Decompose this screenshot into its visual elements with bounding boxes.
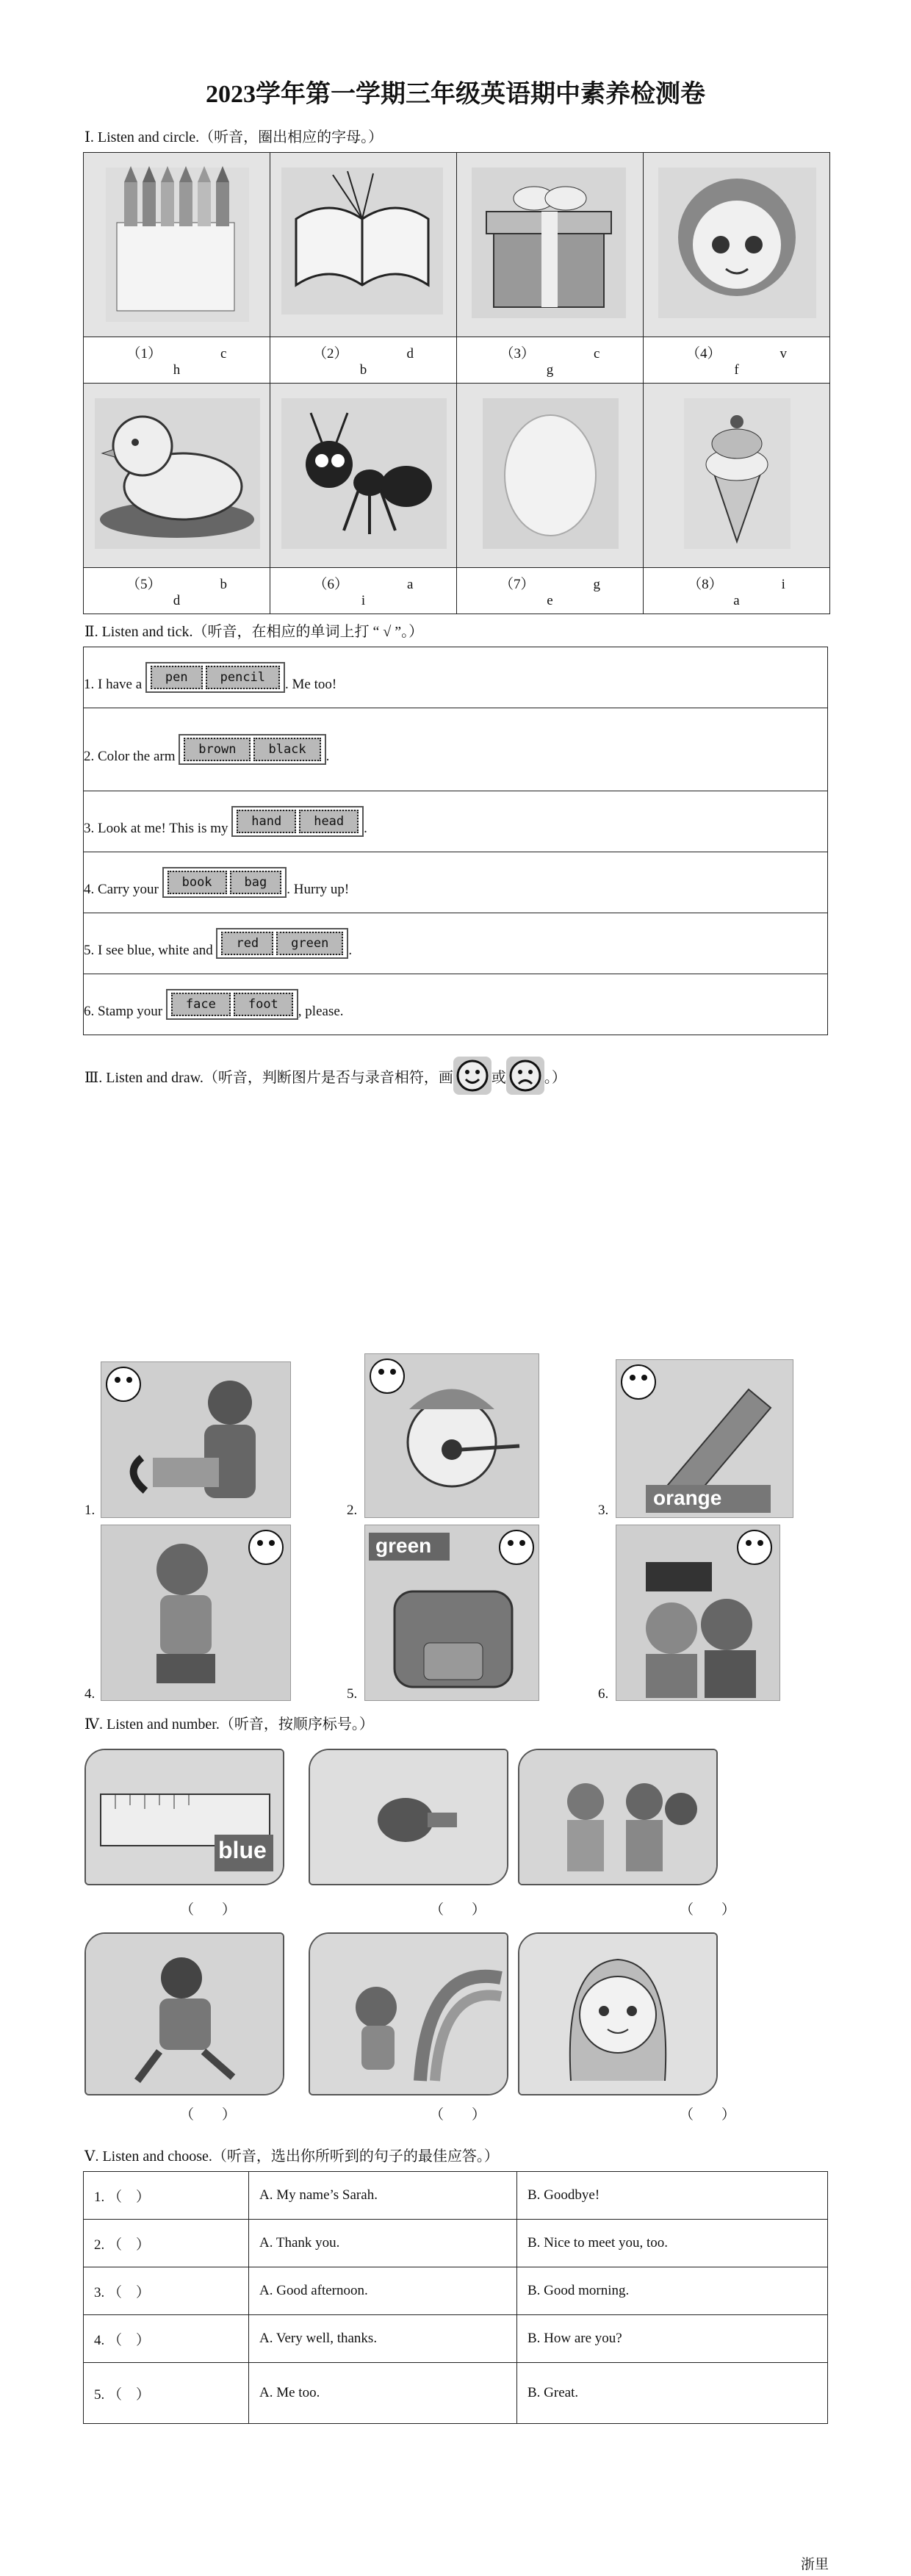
tick-row-3: 3. Look at me! This is my hand head . xyxy=(84,791,828,852)
gift-icon xyxy=(457,153,644,337)
tick-row-1: 1. I have a pen pencil . Me too! xyxy=(84,647,828,708)
section-3-heading: Ⅲ. Listen and draw.（听音，判断图片是否与录音相符，画 或 。） xyxy=(84,1057,566,1095)
crayons-icon xyxy=(84,153,270,337)
number-answer-4[interactable]: （ ） xyxy=(180,2107,237,2123)
ice-cream-icon xyxy=(644,384,830,568)
draw-number-6: 6. xyxy=(598,1686,609,1702)
blank-face-icon[interactable] xyxy=(499,1530,534,1565)
page-title: 2023学年第一学期三年级英语期中素养检测卷 xyxy=(206,81,705,108)
word-option-head[interactable]: head xyxy=(299,810,359,833)
boy-waving-icon xyxy=(101,1525,291,1701)
girl-icon xyxy=(644,153,830,337)
tick-row-2: 2. Color the arm brown black . xyxy=(84,708,828,791)
blank-face-icon[interactable] xyxy=(737,1530,772,1565)
number-answer-1[interactable]: （ ） xyxy=(180,1902,237,1918)
draw-number-1: 1. xyxy=(84,1503,96,1518)
word-option-bag[interactable]: bag xyxy=(230,871,282,894)
circle-table xyxy=(83,152,830,614)
circle-label-8: （8） ia xyxy=(644,568,830,614)
tick-table xyxy=(83,647,828,1035)
ruler-icon xyxy=(84,1749,284,1885)
choose-row-5: 5. （ ） A. Me too. B. Great. xyxy=(84,2363,828,2424)
tick-row-4: 4. Carry your book bag . Hurry up! xyxy=(84,852,828,913)
choose-row-2: 2. （ ） A. Thank you. B. Nice to meet you, too. xyxy=(84,2220,828,2267)
boy-running-icon xyxy=(84,1932,284,2095)
duck-icon xyxy=(84,384,270,568)
blank-face-icon[interactable] xyxy=(621,1364,656,1400)
section-1-heading: Ⅰ. Listen and circle.（听音，圈出相应的字母。） xyxy=(84,129,384,145)
word-option-brown[interactable]: brown xyxy=(184,738,251,761)
footer-text: 浙里 xyxy=(801,2557,829,2572)
blank-face-icon[interactable] xyxy=(106,1367,141,1402)
orange-crayon-icon xyxy=(616,1359,793,1518)
circle-label-2: （2） db xyxy=(270,337,457,384)
draw-number-5: 5. xyxy=(347,1686,358,1702)
smiley-face-icon xyxy=(453,1057,491,1095)
green-caption: green xyxy=(375,1534,432,1557)
ant-icon xyxy=(270,384,457,568)
section-5-heading: Ⅴ. Listen and choose.（听音，选出你所听到的句子的最佳应答。） xyxy=(84,2148,499,2165)
draw-number-4: 4. xyxy=(84,1686,96,1702)
sad-face-icon xyxy=(506,1057,544,1095)
section-2-heading: Ⅱ. Listen and tick.（听音，在相应的单词上打 “ √ ”。） xyxy=(84,624,424,640)
book-icon xyxy=(270,153,457,337)
choose-table xyxy=(83,2171,828,2424)
word-option-green[interactable]: green xyxy=(276,932,343,955)
orange-caption: orange xyxy=(653,1486,722,1509)
boy-writing-icon xyxy=(101,1361,291,1518)
choose-row-4: 4. （ ） A. Very well, thanks. B. How are you? xyxy=(84,2315,828,2363)
egg-icon xyxy=(457,384,644,568)
section-4-heading: Ⅳ. Listen and number.（听音，按顺序标号。） xyxy=(84,1716,374,1733)
children-greeting-icon xyxy=(518,1749,718,1885)
blank-face-icon[interactable] xyxy=(248,1530,284,1565)
number-answer-3[interactable]: （ ） xyxy=(680,1902,736,1918)
choose-row-3: 3. （ ） A. Good afternoon. B. Good morning. xyxy=(84,2267,828,2315)
number-answer-6[interactable]: （ ） xyxy=(680,2107,736,2123)
draw-number-3: 3. xyxy=(598,1503,609,1518)
choose-row-1: 1. （ ） A. My name’s Sarah. B. Goodbye! xyxy=(84,2172,828,2220)
circle-label-4: （4） vf xyxy=(644,337,830,384)
circle-label-7: （7） ge xyxy=(457,568,644,614)
clown-icon xyxy=(364,1353,539,1518)
circle-label-3: （3） cg xyxy=(457,337,644,384)
blank-face-icon[interactable] xyxy=(370,1359,405,1394)
squirrel-rainbow-icon xyxy=(309,1932,508,2095)
word-option-pencil[interactable]: pencil xyxy=(206,666,280,689)
word-option-red[interactable]: red xyxy=(221,932,273,955)
word-option-book[interactable]: book xyxy=(168,871,227,894)
circle-label-5: （5） bd xyxy=(84,568,270,614)
number-answer-2[interactable]: （ ） xyxy=(430,1902,486,1918)
tick-row-5: 5. I see blue, white and red green . xyxy=(84,913,828,974)
word-option-black[interactable]: black xyxy=(253,738,320,761)
green-bag-icon xyxy=(364,1525,539,1701)
blue-caption: blue xyxy=(218,1837,267,1863)
draw-number-2: 2. xyxy=(347,1503,358,1518)
word-option-hand[interactable]: hand xyxy=(237,810,296,833)
word-option-pen[interactable]: pen xyxy=(151,666,203,689)
pencil-sharpener-icon xyxy=(309,1749,508,1885)
tick-row-6: 6. Stamp your face foot , please. xyxy=(84,974,828,1035)
word-option-foot[interactable]: foot xyxy=(234,993,293,1016)
meeting-icon xyxy=(616,1525,780,1701)
girl-smiling-icon xyxy=(518,1932,718,2095)
word-option-face[interactable]: face xyxy=(171,993,231,1016)
circle-label-1: （1） ch xyxy=(84,337,270,384)
circle-label-6: （6） ai xyxy=(270,568,457,614)
number-answer-5[interactable]: （ ） xyxy=(430,2107,486,2123)
